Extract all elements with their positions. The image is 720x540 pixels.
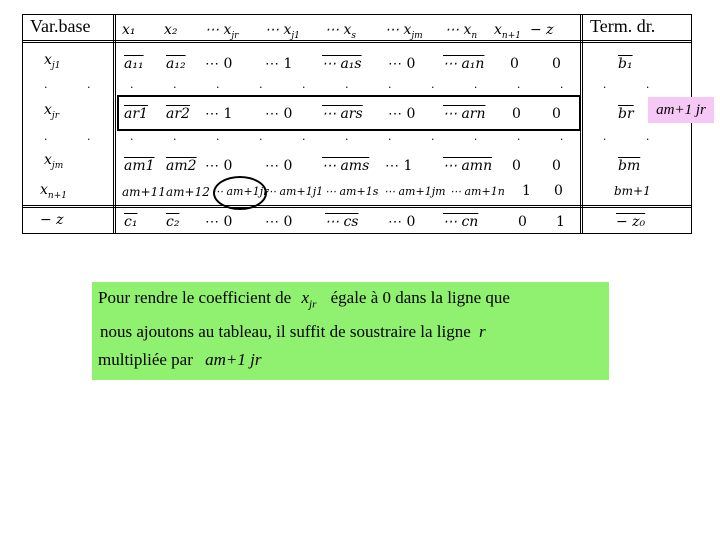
header-term: Term. dr. — [590, 16, 656, 36]
row1-cell-5: ⋯ a₁s — [322, 56, 362, 72]
row2-cell-9: 0 — [552, 106, 561, 122]
row4-cell-8: 1 — [522, 183, 531, 199]
dots-row-b: . . . . . . . . . . . . . . . — [44, 130, 668, 143]
row5-cell-1: c₁ — [124, 214, 138, 230]
row3-cell-9: 0 — [552, 158, 561, 174]
row3-cell-5: ⋯ ams — [322, 158, 370, 174]
base-column-separator — [113, 14, 114, 234]
header-col-jm: ⋯ $x_{jm}$ — [385, 22, 423, 41]
table-left-border — [22, 14, 23, 234]
table-bottom-border — [22, 233, 692, 234]
row3-base: $x_{jm}$ — [44, 152, 64, 171]
objective-separator-2 — [22, 207, 692, 208]
row5-base: − z — [40, 212, 64, 228]
row5-cell-4: ⋯ 0 — [265, 214, 293, 230]
base-column-separator-2 — [115, 14, 116, 234]
row4-cell-5: ⋯ am+1s — [325, 185, 379, 198]
header-separator-2 — [22, 42, 692, 43]
row1-cell-6: ⋯ 0 — [388, 56, 416, 72]
explanation-line-3: multipliée par am+1 jr — [98, 350, 262, 369]
row4-cell-7: ⋯ am+1n — [450, 185, 505, 198]
row5-cell-7: ⋯ cn — [443, 214, 479, 230]
row4-base: $x_{n+1}$ — [40, 182, 67, 201]
explanation-line-1: Pour rendre le coefficient de $x_{jr}$ égale à 0 dans la ligne que — [98, 288, 510, 311]
row3-cell-1: am1 — [124, 158, 155, 174]
row4-cell-9: 0 — [554, 183, 563, 199]
row5-cell-2: c₂ — [166, 214, 180, 230]
row1-cell-1: a₁₁ — [124, 56, 144, 72]
row5-cell-6: ⋯ 0 — [388, 214, 416, 230]
row2-rhs: $\overline{br}$ — [618, 106, 634, 122]
row2-cell-4: ⋯ 0 — [265, 106, 293, 122]
explanation-box — [92, 282, 609, 380]
row1-cell-4: ⋯ 1 — [265, 56, 293, 72]
row4-cell-1: am+11 — [122, 185, 166, 199]
multiplier-label: am+1 jr — [648, 97, 714, 123]
row3-rhs: $\overline{bm}$ — [618, 158, 641, 174]
row3-cell-4: ⋯ 0 — [265, 158, 293, 174]
header-col-z: − z — [530, 22, 554, 38]
objective-separator — [22, 205, 692, 206]
row5-cell-8: 0 — [518, 214, 527, 230]
explanation-line-2: nous ajoutons au tableau, il suffit de soustraire la ligne r — [100, 322, 486, 341]
header-col-n: ⋯ $x_n$ — [445, 22, 478, 41]
dots-row-a: . . . . . . . . . . . . . . . — [44, 78, 668, 91]
row1-base: $x_{j1}$ — [44, 52, 61, 71]
row5-cell-3: ⋯ 0 — [205, 214, 233, 230]
row1-rhs: b₁ — [618, 56, 633, 72]
row5-cell-9: 1 — [556, 214, 565, 230]
header-col-n1: $x_{n+1}$ — [494, 22, 521, 41]
table-top-border — [22, 14, 692, 15]
row2-cell-8: 0 — [512, 106, 521, 122]
row3-cell-3: ⋯ 0 — [205, 158, 233, 174]
row1-cell-9: 0 — [552, 56, 561, 72]
rhs-column-separator-2 — [582, 14, 583, 234]
row2-cell-2: ar2 — [166, 106, 190, 122]
header-separator — [22, 40, 692, 41]
row2-cell-7: ⋯ arn — [443, 106, 486, 122]
row3-cell-8: 0 — [512, 158, 521, 174]
row5-cell-5: ⋯ cs — [325, 214, 359, 230]
row1-cell-8: 0 — [510, 56, 519, 72]
row2-base: $x_{jr}$ — [44, 102, 59, 121]
header-col-jr: ⋯ $x_{jr}$ — [205, 22, 239, 41]
header-col-2: x₂ — [164, 22, 178, 38]
row2-cell-3: ⋯ 1 — [205, 106, 233, 122]
row5-rhs: − z₀ — [616, 214, 646, 230]
row4-cell-4: ⋯ am+1j1 — [265, 185, 324, 198]
row4-rhs: bm+1 — [614, 184, 651, 198]
row4-cell-3: ⋯ am+1jr — [212, 185, 269, 198]
table-right-border — [691, 14, 692, 234]
row4-cell-2: am+12 — [166, 185, 210, 199]
row3-cell-2: am2 — [166, 158, 197, 174]
row1-cell-2: a₁₂ — [166, 56, 186, 72]
row3-cell-7: ⋯ amn — [443, 158, 493, 174]
row3-cell-6: ⋯ 1 — [385, 158, 413, 174]
header-col-s: ⋯ $x_s$ — [325, 22, 356, 41]
row2-cell-6: ⋯ 0 — [388, 106, 416, 122]
header-col-j1: ⋯ $x_{j1}$ — [265, 22, 300, 41]
row4-cell-6: ⋯ am+1jm — [384, 185, 446, 198]
row1-cell-7: ⋯ a₁n — [443, 56, 485, 72]
header-col-1: x₁ — [122, 22, 136, 38]
row1-cell-3: ⋯ 0 — [205, 56, 233, 72]
row2-cell-1: ar1 — [124, 106, 148, 122]
header-varbase: Var.base — [30, 16, 91, 36]
row2-cell-5: ⋯ ars — [322, 106, 363, 122]
